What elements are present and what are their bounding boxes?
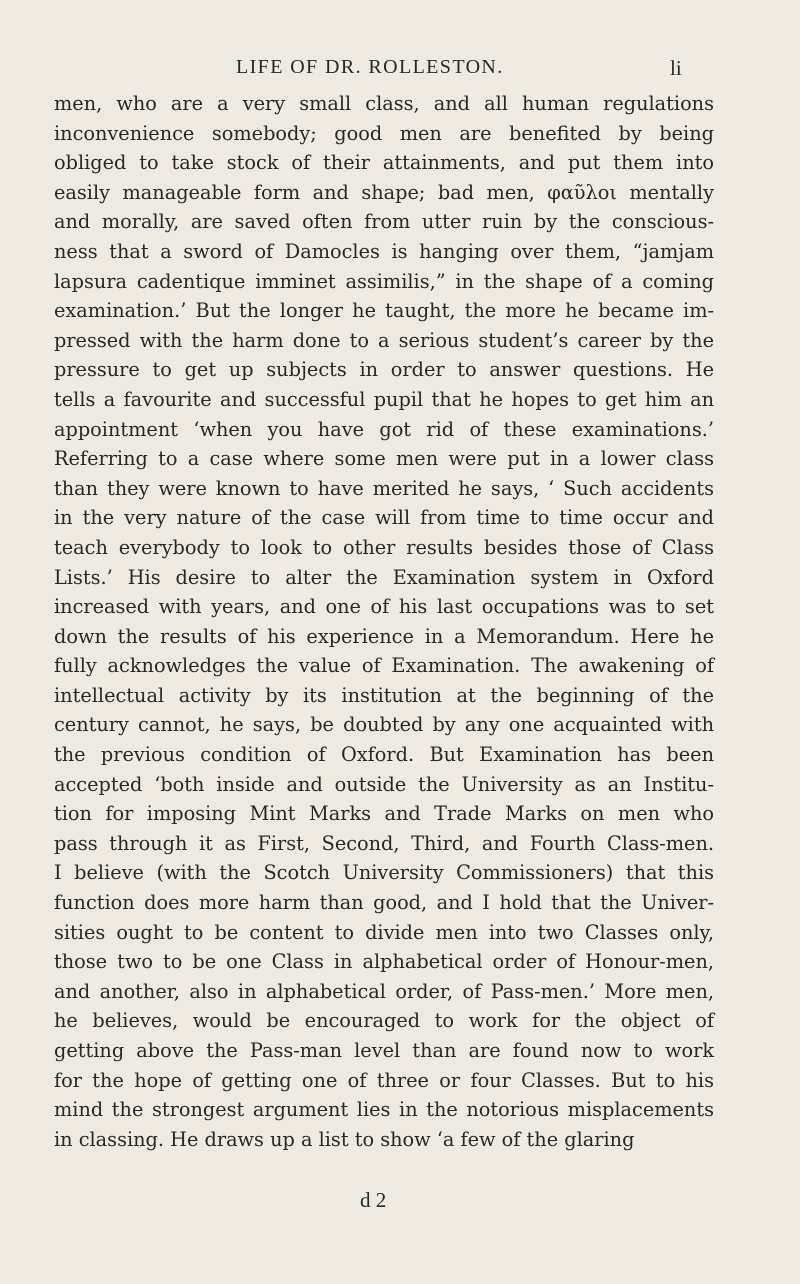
text-line: getting above the Pass-man level than are found now to work: [54, 1039, 714, 1062]
text-line: and morally, are saved often from utter ruin by the conscious-: [54, 210, 714, 234]
text-line: men, who are a very small class, and all human regulations: [54, 92, 714, 115]
text-line: ness that a sword of Damocles is hanging over them, “jamjam: [54, 239, 714, 263]
text-line: teach everybody to look to other results besides those of Class: [54, 535, 714, 559]
text-line: in the very nature of the case will from time to time occur and: [54, 506, 714, 530]
page-number: li: [670, 56, 682, 80]
body-text: [54, 89, 714, 1154]
text-line: pressed with the harm done to a serious student’s career by the: [54, 328, 714, 352]
text-line: function does more harm than good, and I hold that the Univer-: [54, 891, 714, 915]
text-line: than they were known to have merited he says, ‘ Such accidents: [54, 476, 714, 500]
signature-mark: d 2: [360, 1188, 387, 1212]
running-head: LIFE OF DR. ROLLESTON.: [236, 56, 504, 78]
text-line: inconvenience somebody; good men are benefited by being: [54, 121, 714, 145]
text-line: I believe (with the Scotch University Commissioners) that this: [54, 861, 714, 885]
text-line: pass through it as First, Second, Third, and Fourth Class-men.: [54, 831, 714, 855]
text-line: he believes, would be encouraged to work for the object of: [54, 1009, 714, 1033]
text-line: and another, also in alphabetical order, of Pass-men.’ More men,: [54, 979, 714, 1003]
text-line: tion for imposing Mint Marks and Trade Marks on men who: [54, 802, 714, 826]
text-line: lapsura cadentique imminet assimilis,” in the shape of a coming: [54, 269, 714, 293]
text-line: appointment ‘when you have got rid of these examinations.’: [54, 417, 714, 441]
text-line: increased with years, and one of his last occupations was to set: [54, 595, 714, 619]
text-line: tells a favourite and successful pupil that he hopes to get him an: [54, 387, 714, 411]
text-line: for the hope of getting one of three or four Classes. But to his: [54, 1068, 714, 1092]
text-line: down the results of his experience in a Memorandum. Here he: [54, 624, 714, 648]
text-line: obliged to take stock of their attainments, and put them into: [54, 151, 714, 175]
text-line: sities ought to be content to divide men into two Classes only,: [54, 920, 714, 944]
text-line: examination.’ But the longer he taught, the more he became im-: [54, 299, 714, 323]
text-line: those two to be one Class in alphabetical order of Honour-men,: [54, 950, 714, 974]
text-line: century cannot, he says, be doubted by any one acquainted with: [54, 713, 714, 737]
page-header: [0, 56, 800, 86]
text-line: pressure to get up subjects in order to answer questions. He: [54, 358, 714, 382]
text-line: in classing. He draws up a list to show ‘a few of the glaring: [54, 1127, 635, 1151]
text-line: fully acknowledges the value of Examination. The awakening of: [54, 654, 714, 678]
text-line: Lists.’ His desire to alter the Examination system in Oxford: [54, 565, 714, 589]
text-line: mind the strongest argument lies in the notorious misplacements: [54, 1098, 714, 1122]
text-line: accepted ‘both inside and outside the University as an Institu-: [54, 772, 714, 796]
text-line: Referring to a case where some men were put in a lower class: [54, 447, 714, 471]
text-line: the previous condition of Oxford. But Examination has been: [54, 743, 714, 767]
text-line: easily manageable form and shape; bad men, φαῦλοι mentally: [54, 180, 714, 204]
text-line: intellectual activity by its institution at the beginning of the: [54, 683, 714, 707]
